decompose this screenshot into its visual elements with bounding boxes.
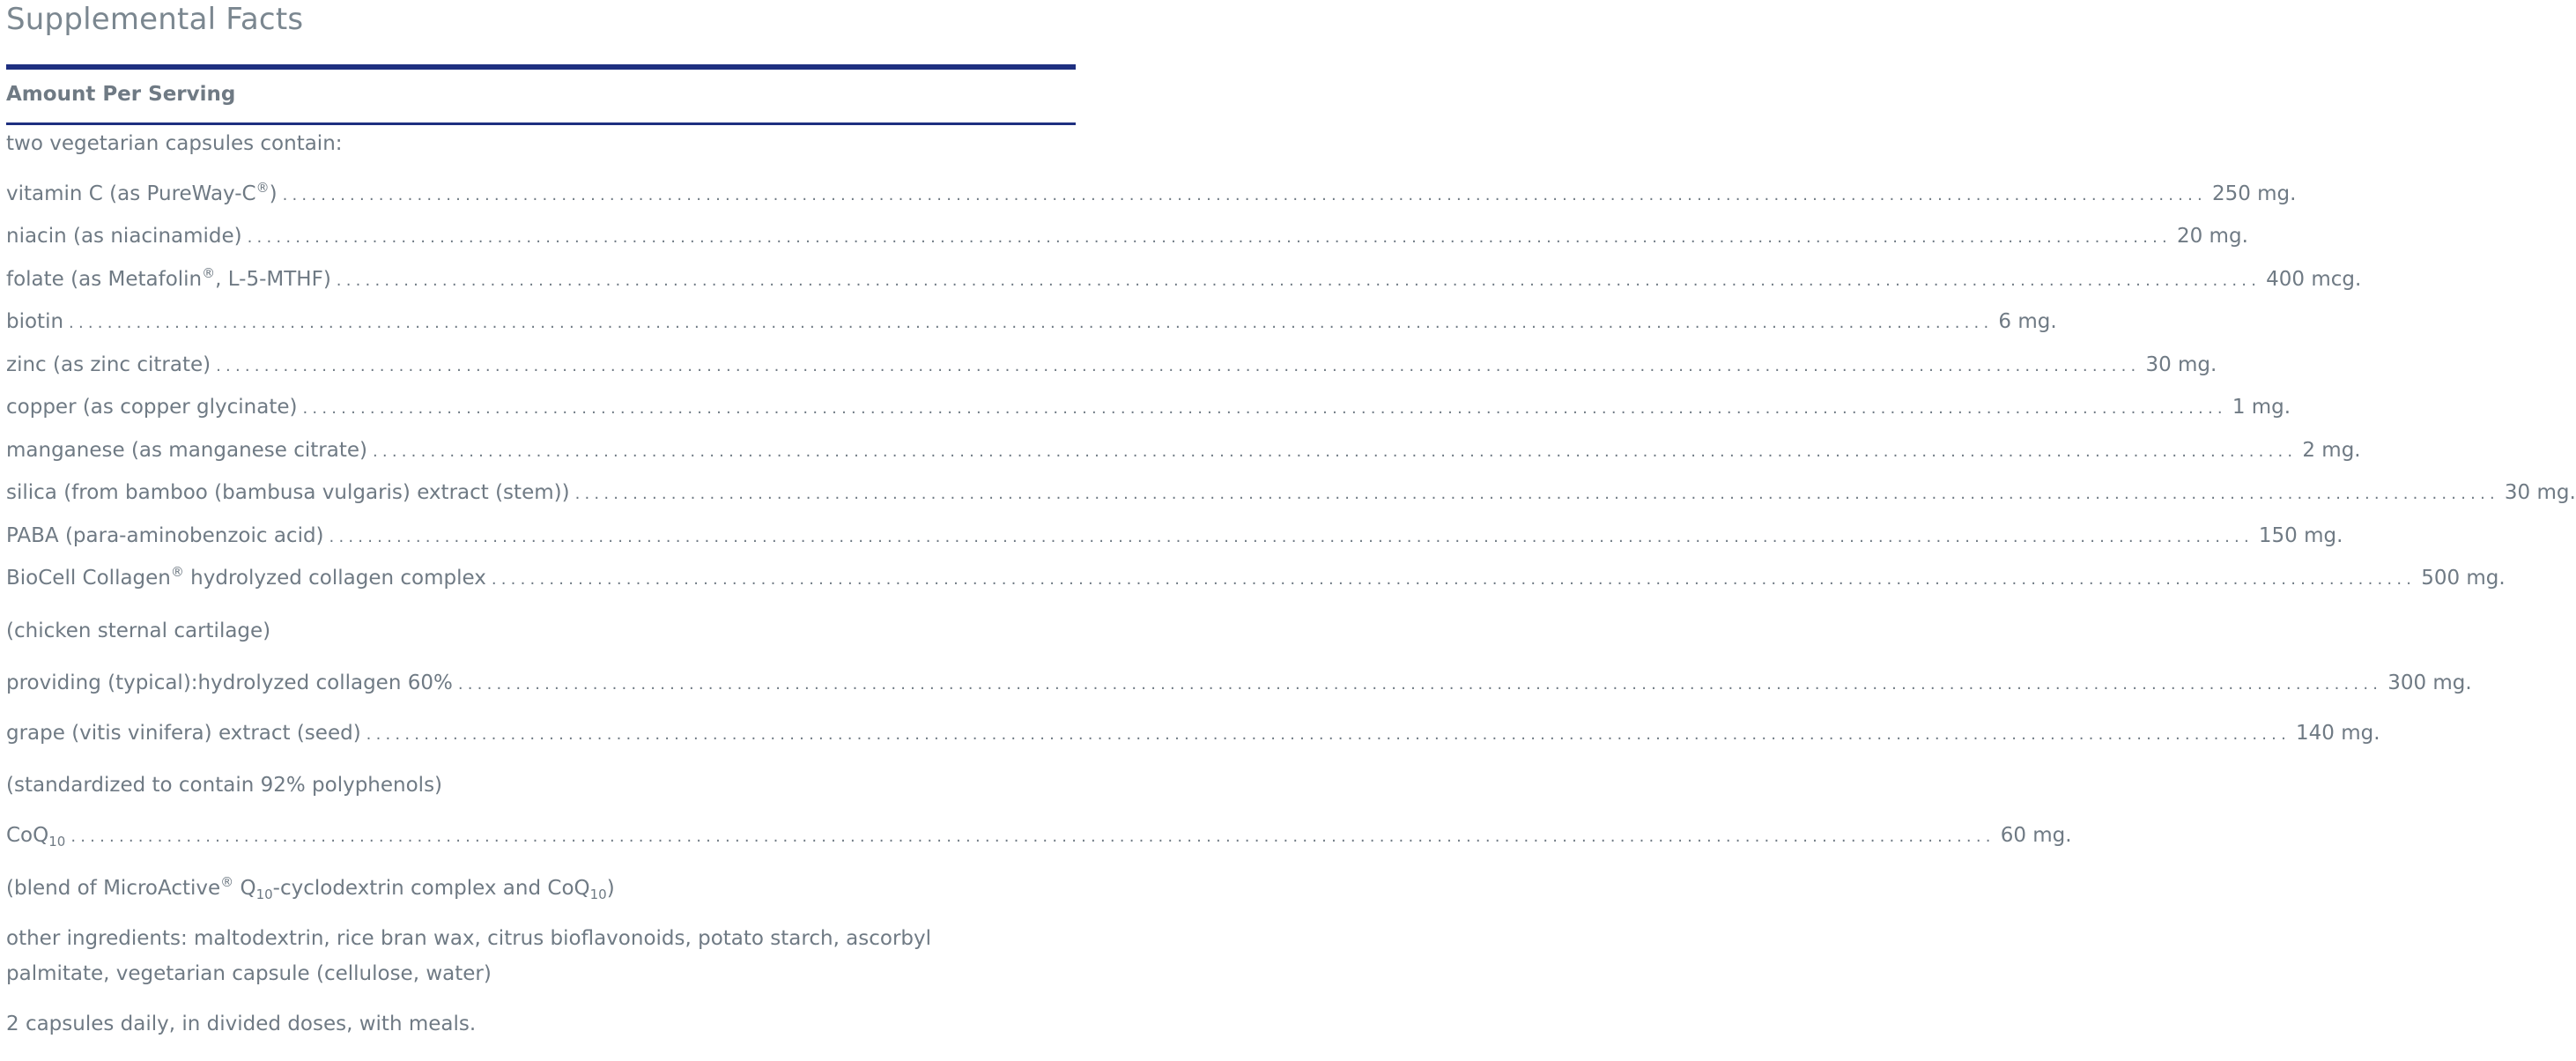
ingredient-row [6, 720, 2380, 746]
ingredient-amount: 150 mg. [2258, 524, 2343, 547]
ingredient-amount: 140 mg. [2296, 722, 2380, 745]
other-ingredients: other ingredients: maltodextrin, rice bran wax, citrus bioflavonoids, potato starch, ascorbyl palmitate, vegetarian capsule (cellulose, water) [6, 927, 932, 985]
directions: 2 capsules daily, in divided doses, with meals. [6, 1013, 477, 1035]
ingredient-amount: 250 mg. [2211, 182, 2297, 205]
grape-note: (standardized to contain 92% polyphenols) [6, 774, 443, 797]
ingredient-row [6, 394, 2291, 420]
ingredient-name: folate (as Metafolin®, L-5-MTHF) [6, 265, 331, 291]
ingredient-amount: 1 mg. [2232, 396, 2291, 419]
heading-divider [6, 122, 1076, 125]
leader-dots: ........................................................................................................................................................................................................ [373, 442, 2298, 461]
serving-note: two vegetarian capsules contain: [6, 132, 343, 155]
leader-dots: ........................................................................................................................................................................................................ [216, 357, 2141, 375]
ingredient-row [6, 223, 2248, 249]
ingredient-row [6, 564, 2506, 591]
ingredient-name: niacin (as niacinamide) [6, 225, 242, 248]
leader-dots: ........................................................................................................................................................................................................ [491, 570, 2417, 589]
ingredient-name: grape (vitis vinifera) extract (seed) [6, 722, 361, 745]
ingredient-row [6, 437, 2361, 464]
ingredient-amount: 30 mg. [2504, 481, 2576, 504]
collagen-source-note: (chicken sternal cartilage) [6, 620, 271, 642]
ingredient-amount: 400 mcg. [2266, 268, 2362, 291]
coq10-note: (blend of MicroActive® $Q_{10}$-cyclodextrin complex and CoQ$_{10}$) [6, 874, 615, 902]
ingredient-name: CoQ$_{10}$ [6, 824, 66, 850]
ingredient-row [6, 265, 2362, 293]
ingredient-row [6, 352, 2217, 378]
leader-dots: ........................................................................................................................................................................................................ [302, 399, 2227, 418]
ingredient-row [6, 523, 2343, 549]
leader-dots: ........................................................................................................................................................................................................ [329, 528, 2254, 546]
ingredient-amount: 6 mg. [1998, 310, 2057, 333]
leader-dots: ........................................................................................................................................................................................................ [336, 271, 2261, 290]
ingredient-name: providing (typical):hydrolyzed collagen 60% [6, 671, 453, 694]
section-heading: Amount Per Serving [6, 83, 236, 106]
ingredient-amount: 2 mg. [2302, 439, 2361, 462]
ingredient-name: manganese (as manganese citrate) [6, 439, 367, 462]
leader-dots: ........................................................................................................................................................................................................ [574, 485, 2499, 503]
ingredient-row [6, 479, 2576, 506]
ingredient-row [6, 180, 2297, 207]
leader-dots: ........................................................................................................................................................................................................ [366, 725, 2291, 744]
ingredient-name: zinc (as zinc citrate) [6, 353, 211, 376]
ingredient-row [6, 822, 2072, 850]
top-divider [6, 64, 1076, 70]
page-title: Supplemental Facts [6, 2, 304, 37]
ingredient-name: copper (as copper glycinate) [6, 396, 298, 419]
ingredient-amount: 500 mg. [2421, 567, 2506, 590]
ingredient-row [6, 308, 2057, 335]
leader-dots: ........................................................................................................................................................................................................ [247, 228, 2172, 247]
ingredient-amount: 60 mg. [2000, 824, 2072, 847]
leader-dots: ........................................................................................................................................................................................................ [69, 314, 1994, 332]
ingredient-amount: 30 mg. [2145, 353, 2217, 376]
leader-dots: ........................................................................................................................................................................................................ [457, 675, 2383, 694]
ingredient-name: vitamin C (as PureWay-C®) [6, 180, 278, 205]
ingredient-name: biotin [6, 310, 64, 333]
ingredient-amount: 300 mg. [2387, 671, 2472, 694]
ingredient-name: silica (from bamboo (bambusa vulgaris) extract (stem)) [6, 481, 570, 504]
ingredient-amount: 20 mg. [2176, 225, 2248, 248]
ingredient-row [6, 670, 2472, 696]
ingredient-name: BioCell Collagen® hydrolyzed collagen complex [6, 564, 486, 590]
leader-dots: ........................................................................................................................................................................................................ [282, 186, 2207, 204]
leader-dots: ........................................................................................................................................................................................................ [70, 827, 1995, 846]
ingredient-name: PABA (para-aminobenzoic acid) [6, 524, 324, 547]
